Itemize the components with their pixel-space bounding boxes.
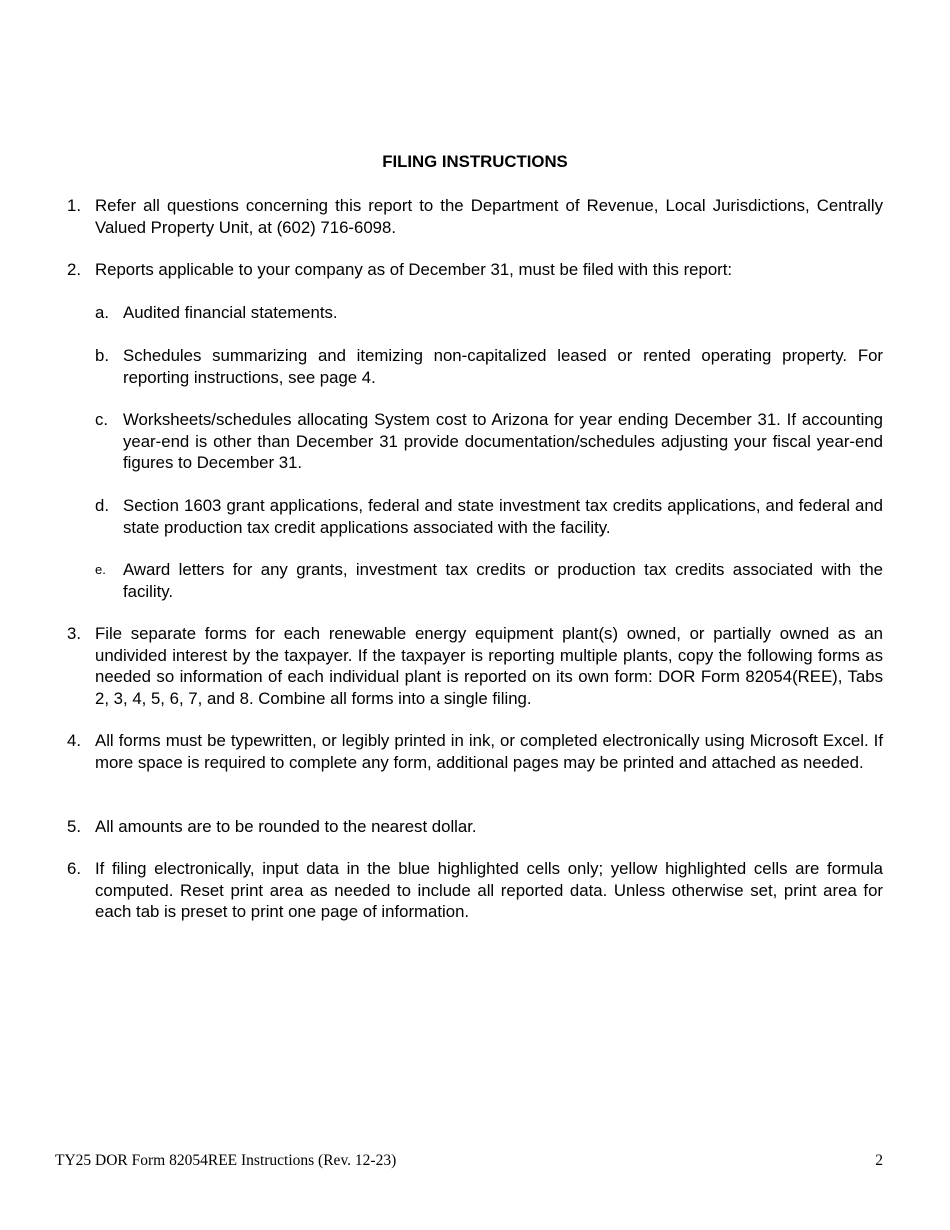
item-text: All forms must be typewritten, or legibly printed in ink, or completed electronically using Microsoft Excel. If more space is required to complete any form, additional pages may be printed and attached as needed. bbox=[95, 731, 883, 772]
sub-item-b bbox=[95, 345, 883, 388]
item-text: Refer all questions concerning this report to the Department of Revenue, Local Jurisdictions, Centrally Valued Property Unit, at (602) 716-6098. bbox=[95, 196, 883, 237]
sub-item-text: Award letters for any grants, investment tax credits or production tax credits associated with the facility. bbox=[123, 560, 883, 601]
item-number: 1. bbox=[67, 196, 81, 215]
item-text: File separate forms for each renewable energy equipment plant(s) owned, or partially owned as an undivided interest by the taxpayer. If the taxpayer is reporting multiple plants, copy the following forms as needed so information of each individual plant is reported on its own form: DOR Form 82054(REE), Tabs 2, 3, 4, 5, 6, 7, and 8. Combine all forms into a single filing. bbox=[95, 624, 883, 708]
sub-item-text: Section 1603 grant applications, federal and state investment tax credits applications, and federal and state production tax credit applications associated with the facility. bbox=[123, 496, 883, 537]
item-text: If filing electronically, input data in the blue highlighted cells only; yellow highlighted cells are formula computed. Reset print area as needed to include all reported data. Unless otherwise set, print area for each tab is preset to print one page of information. bbox=[95, 859, 883, 921]
item-text: All amounts are to be rounded to the nearest dollar. bbox=[95, 817, 477, 836]
page-number: 2 bbox=[875, 1152, 883, 1169]
footer-form-name: TY25 DOR Form 82054REE Instructions (Rev. 12-23) bbox=[55, 1152, 397, 1169]
page-footer bbox=[55, 1150, 883, 1172]
instruction-item-3 bbox=[67, 623, 883, 709]
sub-item-e bbox=[95, 559, 883, 602]
item-number: 4. bbox=[67, 731, 81, 750]
sub-item-a bbox=[95, 302, 883, 324]
instruction-item-1 bbox=[67, 195, 883, 238]
sub-item-text: Audited financial statements. bbox=[123, 303, 338, 322]
item-number: 5. bbox=[67, 817, 81, 836]
page-title: FILING INSTRUCTIONS bbox=[382, 152, 568, 171]
instruction-item-6 bbox=[67, 858, 883, 923]
item-number: 6. bbox=[67, 859, 81, 878]
item-number: 3. bbox=[67, 624, 81, 643]
sub-item-letter: b. bbox=[95, 346, 109, 365]
sub-item-d bbox=[95, 495, 883, 538]
sub-item-letter: e. bbox=[95, 562, 106, 577]
sub-item-letter: d. bbox=[95, 496, 109, 515]
sub-item-letter: c. bbox=[95, 410, 109, 429]
sub-item-letter: a. bbox=[95, 303, 109, 322]
sub-item-text: Schedules summarizing and itemizing non-capitalized leased or rented operating property. For reporting instructions, see page 4. bbox=[123, 346, 883, 387]
item-number: 2. bbox=[67, 260, 81, 279]
instruction-item-2 bbox=[67, 259, 883, 281]
item-text: Reports applicable to your company as of December 31, must be filed with this report: bbox=[95, 260, 733, 279]
instruction-item-4 bbox=[67, 730, 883, 773]
sub-item-text: Worksheets/schedules allocating System cost to Arizona for year ending December 31. If accounting year-end is other than December 31 provide documentation/schedules adjusting your fiscal year-end figures to December 31. bbox=[123, 410, 883, 472]
sub-item-c bbox=[95, 409, 883, 474]
instruction-item-5 bbox=[67, 816, 883, 838]
